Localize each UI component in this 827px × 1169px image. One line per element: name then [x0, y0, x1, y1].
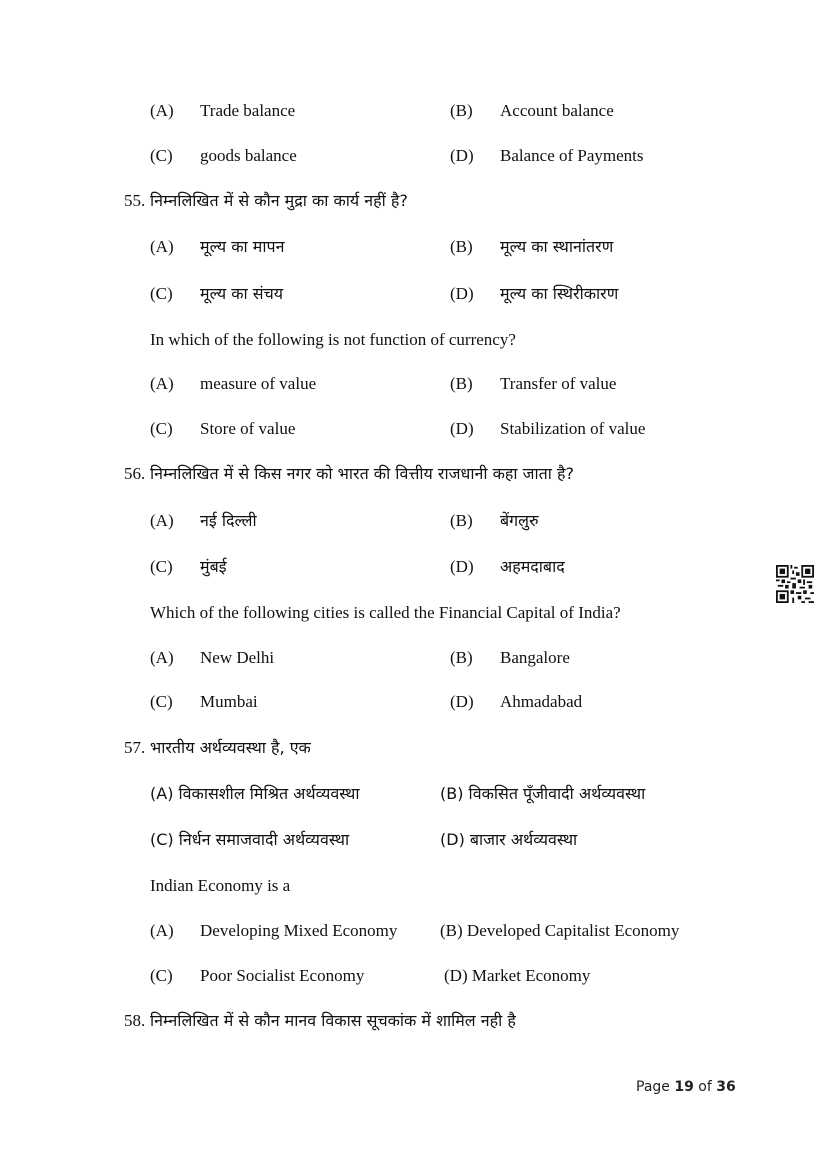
- q54-option-a-label: (A): [150, 101, 174, 120]
- q56-en-option-d: Ahmadabad: [500, 692, 583, 711]
- q56-en-option-b-label: (B): [450, 648, 473, 667]
- q57-hi-option-a: (A) विकासशील मिश्रित अर्थव्यवस्था: [150, 784, 360, 803]
- q56-question-hindi: निम्नलिखित में से किस नगर को भारत की वित्तीय राजधानी कहा जाता है?: [150, 464, 574, 483]
- q57-hi-option-c: (C) निर्धन समाजवादी अर्थव्यवस्था: [150, 830, 350, 849]
- footer-total-pages: 36: [716, 1079, 736, 1095]
- q55-en-option-b-label: (B): [450, 374, 473, 393]
- q56-hi-option-a: नई दिल्ली: [200, 511, 257, 530]
- q56-hi-option-c-label: (C): [150, 557, 173, 576]
- q54-option-c-label: (C): [150, 146, 173, 165]
- q55-hi-option-c-label: (C): [150, 284, 173, 303]
- footer-of-word: of: [698, 1079, 712, 1095]
- q57-hi-option-d: (D) बाजार अर्थव्यवस्था: [440, 830, 578, 849]
- q55-hi-option-d-label: (D): [450, 284, 474, 303]
- q57-en-option-a: Developing Mixed Economy: [200, 921, 398, 940]
- q56-hi-option-d: अहमदाबाद: [500, 557, 565, 576]
- q55-en-option-a: measure of value: [200, 374, 317, 393]
- q57-en-option-c-label: (C): [150, 966, 173, 985]
- q57-question-english: Indian Economy is a: [150, 876, 291, 895]
- q55-hi-option-b: मूल्य का स्थानांतरण: [500, 237, 614, 256]
- q55-hi-option-b-label: (B): [450, 237, 473, 256]
- q55-en-option-d-label: (D): [450, 419, 474, 438]
- q54-option-d: Balance of Payments: [500, 146, 644, 165]
- q56-en-option-a-label: (A): [150, 648, 174, 667]
- q54-option-d-label: (D): [450, 146, 474, 165]
- q55-en-option-c-label: (C): [150, 419, 173, 438]
- q55-hi-option-d: मूल्य का स्थिरीकारण: [500, 284, 619, 303]
- q57-en-option-c: Poor Socialist Economy: [200, 966, 365, 985]
- q55-hi-option-a-label: (A): [150, 237, 174, 256]
- q56-hi-option-a-label: (A): [150, 511, 174, 530]
- q57-hi-option-b: (B) विकसित पूँजीवादी अर्थव्यवस्था: [440, 784, 646, 803]
- q56-en-option-c: Mumbai: [200, 692, 258, 711]
- qr-code-icon: [776, 565, 814, 603]
- q56-hi-option-b: बेंगलुरु: [500, 511, 539, 530]
- q55-en-option-c: Store of value: [200, 419, 296, 438]
- q57-question-hindi: भारतीय अर्थव्यवस्था है, एक: [150, 738, 311, 757]
- q55-hi-option-a: मूल्य का मापन: [200, 237, 285, 256]
- q56-en-option-d-label: (D): [450, 692, 474, 711]
- q56-en-option-b: Bangalore: [500, 648, 570, 667]
- q56-en-option-c-label: (C): [150, 692, 173, 711]
- q55-question-english: In which of the following is not function of currency?: [150, 330, 516, 349]
- q54-option-b: Account balance: [500, 101, 614, 120]
- footer-page-word: Page: [636, 1079, 670, 1095]
- q56-en-option-a: New Delhi: [200, 648, 275, 667]
- q57-en-option-a-label: (A): [150, 921, 174, 940]
- q55-en-option-d: Stabilization of value: [500, 419, 646, 438]
- footer-current-page: 19: [674, 1079, 694, 1095]
- q56-hi-option-d-label: (D): [450, 557, 474, 576]
- q54-option-b-label: (B): [450, 101, 473, 120]
- q57-number: 57.: [124, 738, 146, 757]
- q55-en-option-a-label: (A): [150, 374, 174, 393]
- q56-hi-option-c: मुंबई: [200, 557, 227, 576]
- q55-en-option-b: Transfer of value: [500, 374, 617, 393]
- q54-option-a: Trade balance: [200, 101, 296, 120]
- q58-question-hindi: निम्नलिखित में से कौन मानव विकास सूचकांक में शामिल नही है: [150, 1011, 516, 1030]
- q56-question-english: Which of the following cities is called the Financial Capital of India?: [150, 603, 621, 622]
- q57-en-option-d: (D) Market Economy: [444, 966, 591, 985]
- q57-en-option-b: (B) Developed Capitalist Economy: [440, 921, 680, 940]
- q55-hi-option-c: मूल्य का संचय: [200, 284, 284, 303]
- q55-question-hindi: निम्नलिखित में से कौन मुद्रा का कार्य नहीं है?: [150, 191, 408, 210]
- q58-number: 58.: [124, 1011, 146, 1030]
- page-footer: [636, 1079, 736, 1095]
- q55-number: 55.: [124, 191, 146, 210]
- q56-hi-option-b-label: (B): [450, 511, 473, 530]
- q54-option-c: goods balance: [200, 146, 297, 165]
- q56-number: 56.: [124, 464, 146, 483]
